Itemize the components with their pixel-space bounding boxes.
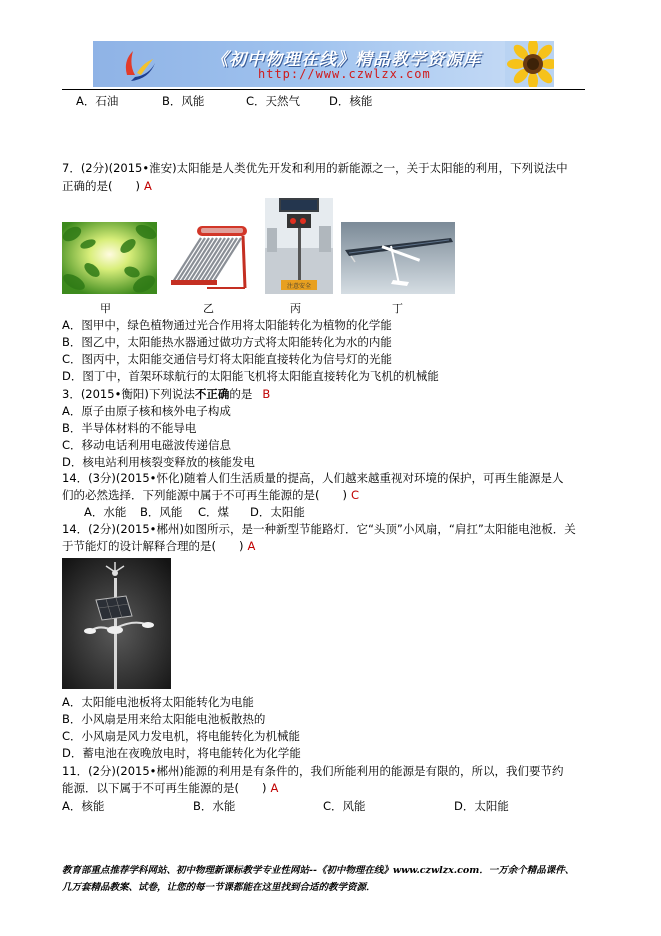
- q14a-stem-line2: [62, 487, 359, 503]
- q7-option-a: A．图甲中，绿色植物通过光合作用将太阳能转化为植物的化学能: [62, 318, 392, 332]
- q7-image-plants: [62, 222, 157, 294]
- q11-option-a: A．核能: [62, 799, 105, 813]
- q7-image-traffic-light: [265, 198, 333, 294]
- q7-option-d: D．图丁中，首架环球航行的太阳能飞机将太阳能直接转化为飞机的机械能: [62, 369, 439, 383]
- prev-option-d: D．核能: [329, 94, 373, 108]
- q3-stem-suffix: 的是: [229, 387, 253, 401]
- q14b-image-street-lamp: [62, 558, 171, 689]
- q3-answer: B: [262, 387, 271, 401]
- footer-note: [62, 862, 602, 896]
- q14b-option-d: D．蓄电池在夜晚放电时，将电能转化为化学能: [62, 746, 301, 760]
- footer-line2: 几万套精品教案、试卷，让您的每一节课都能在这里找到合适的教学资源．: [62, 882, 376, 893]
- q14a-option-c: C．煤: [198, 505, 230, 519]
- q14a-stem-text: 们的必然选择．下列能源中属于不可再生能源的是( ): [62, 488, 347, 502]
- q3-option-a: A．原子由原子核和核外电子构成: [62, 404, 231, 418]
- q11-option-d: D．太阳能: [454, 799, 509, 813]
- q11-answer: A: [270, 781, 279, 795]
- q7-option-c: C．图丙中，太阳能交通信号灯将太阳能直接转化为信号灯的光能: [62, 352, 393, 366]
- q7-caption-4: 丁: [392, 302, 403, 315]
- q7-sign-text: 注意安全: [286, 283, 312, 290]
- q14b-stem-line1: 14．(2分)(2015•郴州)如图所示，是一种新型节能路灯．它“头顶”小风扇，“肩扛”太阳能电池板．关: [62, 522, 576, 536]
- q7-stem-line2: [62, 178, 152, 194]
- q14a-stem-line1: 14．(3分)(2015•怀化)随着人们生活质量的提高，人们越来越重视对环境的保护，可再生能源是人: [62, 471, 564, 485]
- q7-caption-1: 甲: [100, 302, 111, 315]
- q3-stem: [62, 386, 270, 402]
- q14a-answer: C: [350, 488, 360, 502]
- sunflower-icon: [505, 41, 554, 87]
- q14b-option-b: B．小风扇是用来给太阳能电池板散热的: [62, 712, 266, 726]
- header-banner: [93, 41, 554, 87]
- q3-option-b: B．半导体材料的不能导电: [62, 421, 197, 435]
- q3-option-c: C．移动电话利用电磁波传递信息: [62, 438, 232, 452]
- q7-option-b: B．图乙中，太阳能热水器通过做功方式将太阳能转化为水的内能: [62, 335, 392, 349]
- q7-image-solar-water-heater: [167, 222, 251, 294]
- q14b-option-c: C．小风扇是风力发电机，将电能转化为机械能: [62, 729, 301, 743]
- q7-answer: A: [143, 179, 152, 193]
- prev-option-a: A．石油: [76, 94, 119, 108]
- q7-image-solar-plane: [341, 222, 455, 294]
- header-title: 《初中物理在线》精品教学资源库: [211, 50, 481, 70]
- header-rule: [62, 89, 585, 90]
- q7-caption-2: 乙: [203, 302, 214, 315]
- q3-stem-prefix: 3．(2015•衡阳)下列说法: [62, 387, 195, 401]
- header-url[interactable]: http://www.czwlzx.com: [258, 67, 431, 81]
- q11-stem-line2: [62, 780, 278, 796]
- q14a-option-d: D．太阳能: [250, 505, 305, 519]
- q7-stem-line1: 7．(2分)(2015•淮安)太阳能是人类优先开发和利用的新能源之一，关于太阳能的利用，下列说法中: [62, 161, 568, 175]
- q14b-stem-text: 于节能灯的设计解释合理的是( ): [62, 539, 244, 553]
- q11-stem-text: 能源．以下属于不可再生能源的是( ): [62, 781, 267, 795]
- q3-stem-emphasis: 不正确: [194, 387, 230, 401]
- q14b-stem-line2: [62, 538, 255, 554]
- q14a-option-a: A．水能: [84, 505, 127, 519]
- prev-option-b: B．风能: [162, 94, 205, 108]
- prev-option-c: C．天然气: [246, 94, 301, 108]
- q14b-answer: A: [247, 539, 256, 553]
- q7-stem-text: 正确的是( ): [62, 179, 140, 193]
- q11-option-b: B．水能: [193, 799, 236, 813]
- q14a-option-b: B．风能: [140, 505, 183, 519]
- site-logo-icon: [119, 45, 159, 83]
- q11-stem-line1: 11．(2分)(2015•郴州)能源的利用是有条件的，我们所能利用的能源是有限的，所以，我们要节约: [62, 764, 564, 778]
- q7-caption-3: 丙: [290, 302, 301, 315]
- q11-option-c: C．风能: [323, 799, 366, 813]
- q14b-option-a: A．太阳能电池板将太阳能转化为电能: [62, 695, 254, 709]
- q3-option-d: D．核电站利用核裂变释放的核能发电: [62, 455, 255, 469]
- footer-line1: 教育部重点推荐学科网站、初中物理新课标教学专业性网站--《初中物理在线》www.czwlzx.com．一万余个精品课件、: [62, 865, 575, 876]
